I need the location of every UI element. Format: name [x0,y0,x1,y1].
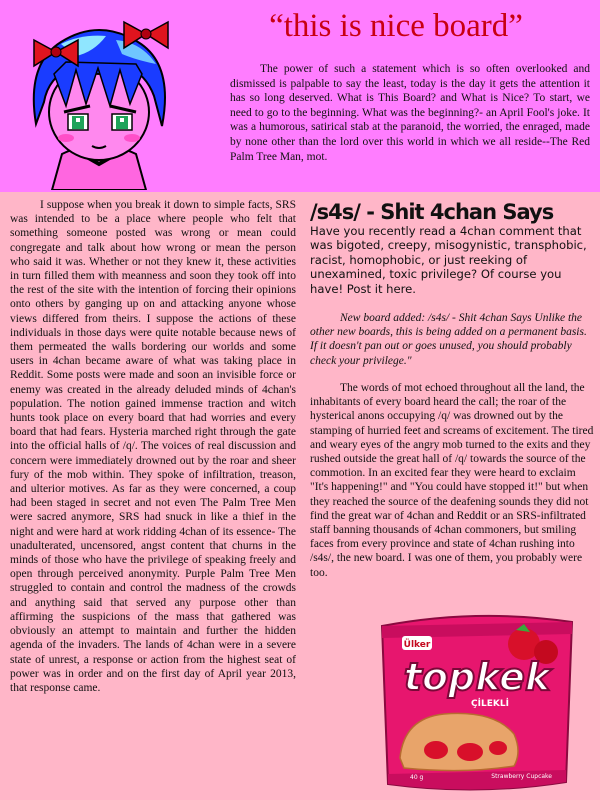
anime-girl-avatar-image [6,4,192,190]
snack-maker-label: Ülker [403,640,431,650]
board-description: Have you recently read a 4chan comment that was bigoted, creepy, misogynistic, transphobic, racist, homophobic, or just reeking of unexamined, toxic privilege? Of course you have! Post it here. [310,224,587,296]
board-title: /s4s/ - Shit 4chan Says [310,200,554,224]
header-banner [0,0,600,192]
page-title: “this is nice board” [269,8,523,44]
snack-weight-label: 40 g [410,774,424,781]
story-paragraph: The words of mot echoed throughout all the land, the inhabitants of every board heard the call; the roar of the hysterical anons occupying /q/ was drowned out by the stamping of hurried feet and screams of excitement. The tired and weary eyes of the angry mob turned to the exits and they rushed outside the great hall of /q/ towards the source of the commotion. In an excited fear they were heard to exclaim "It's happening!" and "You could have stopped it!" but when they reached the source of the deafening sounds they did not find the great war of 4chan and Reddit or an SRS-infiltrated staff banning thousands of 4chan commoners, but smiling faces from every province and state of 4chan rushing into /s4s/, the new board. I was one of them, you probably were too. [310,382,594,579]
snack-brand-label: topkek [403,655,551,699]
snack-flavor-label: ÇİLEKLİ [471,699,509,709]
topkek-snack-package-image [374,606,580,794]
new-board-announcement: New board added: /s4s/ - Shit 4chan Says Unlike the other new boards, this is being added on a permanent basis. If it doesn't pan out or goes unused, you should probably check your privilege." [310,312,587,367]
snack-subtitle-label: Strawberry Cupcake [491,773,552,780]
intro-paragraph: The power of such a statement which is so often overlooked and dismissed is palpable to say the least, today is the day it gets the attention it has so long deserved. What is This Board? and What is Nice? To start, we need to go to the beginning. What was the beginning?- an April Fool's joke. It was a humorous, satirical stab at the paranoid, the worried, the enraged, made by none other than the lord over this world in which we all reside--The Red Palm Tree Man, mot. [230,63,590,163]
srs-history-paragraph: I suppose when you break it down to simple facts, SRS was intended to be a place where people who felt that something someone posted was wrong or mean could congregate and talk about how wrong or mean the person who said it was. Whether or not they knew it, these activities in turn filled them with meanness and soon they took off into the rest of the site with the intention of forcing their opinions onto others by ganging up on and attacking anyone whose views differed from theirs. I suppose the actions of these individuals in those days were quite notable because news of them permeated the walls bordering our worlds and some users in 4chan became aware of what was taking place in Reddit. Some posts were made and soon an invisible force or enemy was created in the already deluded minds of 4chan's population. The notion gained immense traction and witch hunts took place on every board that had worries and every board that had fears. Hysteria marched right through the gate into the official halls of /q/. The voices of real discussion and concern were immediately drowned out by the roar and sheer fury of the mob within. They spoke of infiltration, treason, and ulterior motives. As far as they were concerned, a coup had been staged in secret and not even The Palm Tree Men were sacred anymore, SRS had snuck in like a thief in the night and were hard at work ridding 4chan of its essence- The unadulterated, uncensored, angst content that churns in the minds of those who have the privilege of speaking freely and open through perceived anonymity. Purple Palm Tree Men struggled to contain and control the madness of the crowds and anything said that served any purpose other than affirming the suspicions of the mass that gathered was obviously an attempt to maintain and further the hidden agenda of the invaders. The lands of 4chan were in a severe state of unrest, a response or action from the highest seat of power was in order and on the first day of April year 2013, that response came. [10,199,296,694]
